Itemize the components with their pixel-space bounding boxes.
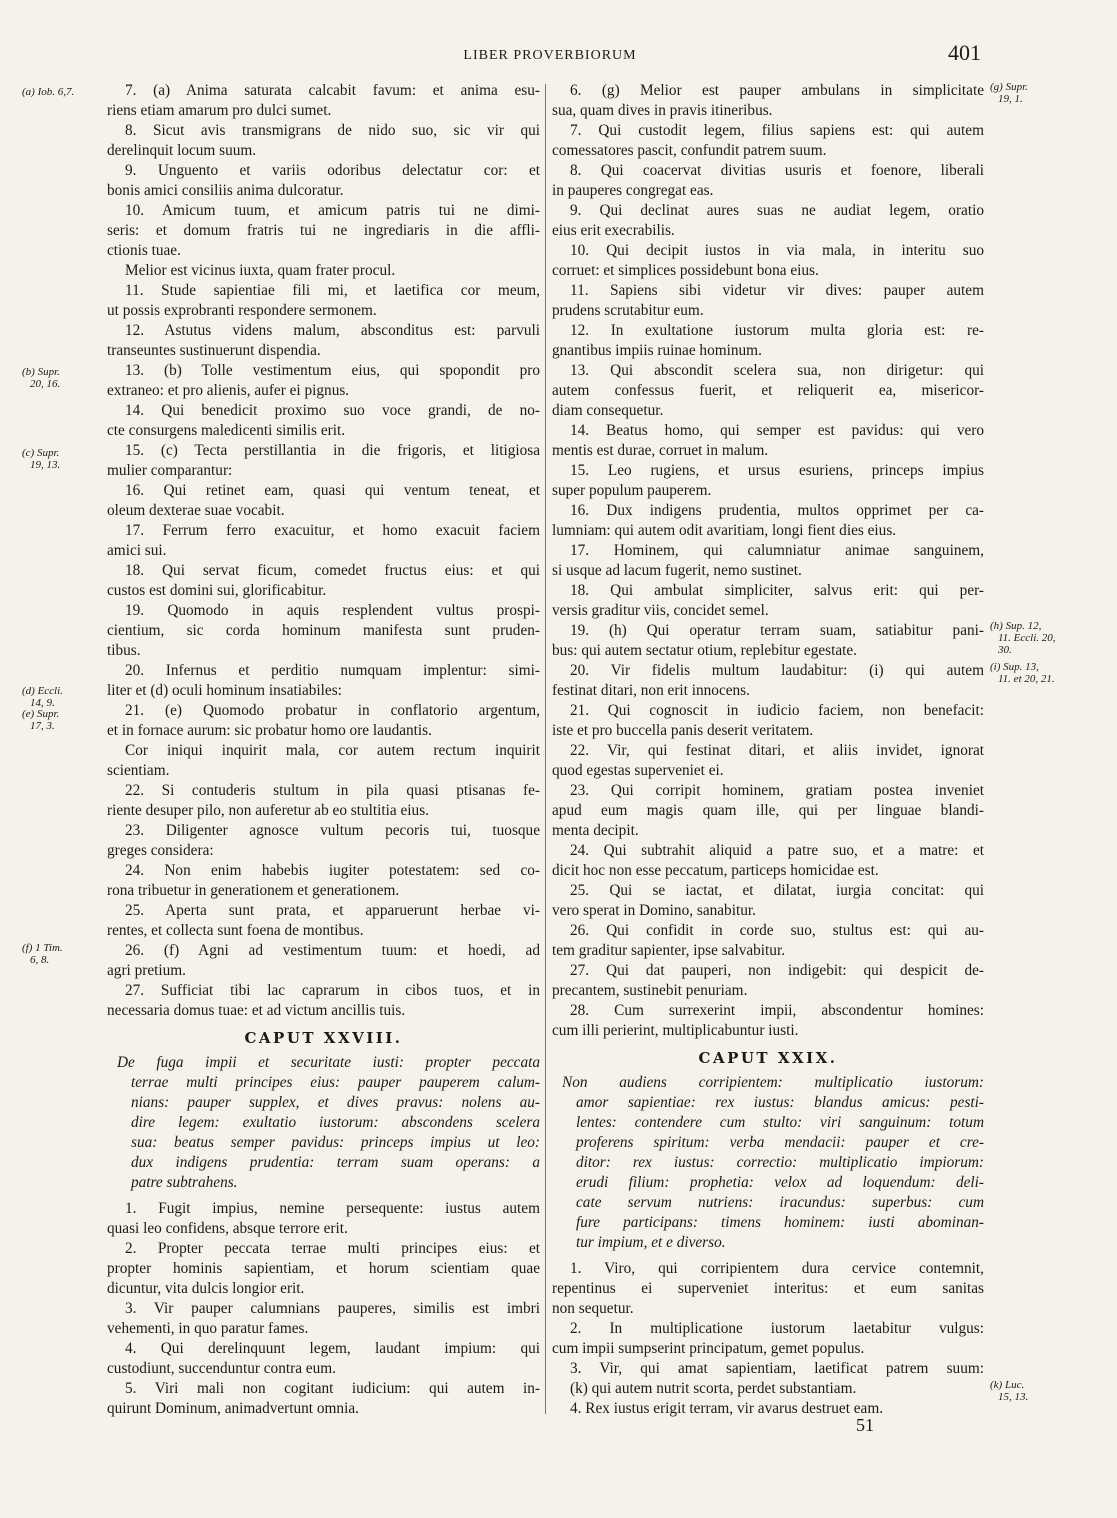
text-line: derelinquit locum suum.: [107, 142, 257, 159]
text-line: 23. Diligenter agnosce vultum pecoris tui, tuosque: [125, 822, 540, 839]
text-line: 10. Qui decipit iustos in via mala, in interitu suo: [570, 242, 984, 259]
text-line: 11. Sapiens sibi videtur vir dives: pauper autem: [570, 282, 984, 299]
summary-line: amor sapientiae: rex iustus: blandus amicus: pesti-: [576, 1094, 984, 1111]
text-line: sua, quam dives in pravis itineribus.: [552, 102, 773, 119]
summary-line: nians: pauper supplex, et dives pravus: nolens au-: [131, 1094, 540, 1111]
marginal-reference: [990, 620, 1056, 656]
text-line: tem graditur sapienter, ipse salvabitur.: [552, 942, 786, 959]
text-line: 9. Qui declinat aures suas ne audiat legem, oratio: [570, 202, 984, 219]
text-line: 15. (c) Tecta perstillantia in die frigoris, et litigiosa: [125, 442, 540, 459]
marginal-reference-line: (c) Supr.: [22, 447, 60, 459]
marginal-reference-line: (g) Supr.: [990, 81, 1028, 93]
text-line: quasi leo confidens, absque terrore erit.: [107, 1220, 348, 1237]
marginal-reference-line: (i) Sup. 13,: [990, 661, 1039, 673]
text-line: bonis amici consiliis anima dulcoratur.: [107, 182, 344, 199]
text-line: si usque ad lacum fugerit, nemo sustinet.: [552, 562, 802, 579]
text-line: 21. Qui cognoscit in iudicio faciem, non benefacit:: [570, 702, 984, 719]
text-line: 11. Stude sapientiae fili mi, et laetifica cor meum,: [125, 282, 540, 299]
text-line: 25. Aperta sunt prata, et apparuerunt herbae vi-: [125, 902, 540, 919]
text-line: 20. Vir fidelis multum laudabitur: (i) qui autem: [570, 662, 984, 679]
text-line: extraneo: et pro alienis, aufer ei pignus.: [107, 382, 350, 399]
text-line: 2. In multiplicatione iustorum laetabitur vulgus:: [570, 1320, 984, 1337]
text-line: 16. Dux indigens prudentia, multos opprimet per ca-: [570, 502, 984, 519]
marginal-reference: [22, 942, 63, 966]
marginal-reference: [22, 685, 63, 709]
text-line: Melior est vicinus iuxta, quam frater procul.: [125, 262, 396, 279]
text-line: cum illi perierint, multiplicabuntur iusti.: [552, 1022, 799, 1039]
page-number: 401: [948, 40, 981, 65]
text-line: autem confessus fuerit, et reliquerit ea, misericor-: [552, 382, 984, 399]
text-line: 3. Vir pauper calumnians pauperes, similis est imbri: [125, 1300, 540, 1317]
text-line: prudens scrutabitur eum.: [552, 302, 704, 319]
text-line: non sequetur.: [552, 1300, 634, 1317]
summary-line: De fuga impii et securitate iusti: propter peccata: [117, 1054, 540, 1071]
text-line: 6. (g) Melior est pauper ambulans in simplicitate: [570, 82, 984, 99]
marginal-reference-line: (a) Iob. 6,7.: [22, 86, 75, 98]
text-line: 26. (f) Agni ad vestimentum tuum: et hoedi, ad: [125, 942, 540, 959]
text-line: 19. (h) Qui operatur terram suam, satiabitur pani-: [570, 622, 984, 639]
summary-line: terrae multi principes eius: pauper pauperem calum-: [131, 1074, 540, 1091]
marginal-reference: [22, 708, 59, 732]
text-line: Cor iniqui inquirit mala, cor autem rectum inquirit: [125, 742, 540, 759]
marginal-reference: [990, 1379, 1028, 1403]
summary-line: erudi filium: prophetia: velox ad loquendum: deli-: [576, 1174, 984, 1191]
summary-line: Non audiens corripientem: multiplicatio iustorum:: [562, 1074, 984, 1091]
text-line: cum impii sumpserint principatum, gemet populus.: [552, 1340, 865, 1357]
caput-title-left: CAPUT XXVIII.: [244, 1029, 403, 1047]
text-line: 16. Qui retinet eam, quasi qui ventum teneat, et: [125, 482, 540, 499]
running-title: LIBER PROVERBIORUM: [463, 48, 637, 63]
text-line: apud eum magis quam ille, qui per linguae blandi-: [552, 802, 984, 819]
summary-line: patre subtrahens.: [131, 1174, 238, 1191]
chapter-summary-left: [107, 1053, 540, 1193]
text-line: vehementi, in quo paratur fames.: [107, 1320, 309, 1337]
text-line: 9. Unguento et variis odoribus delectatur cor: et: [125, 162, 540, 179]
text-line: 12. In exultatione iustorum multa gloria est: re-: [570, 322, 984, 339]
left-column: [107, 81, 540, 1419]
text-line: 23. Qui corripit hominem, gratiam postea inveniet: [570, 782, 984, 799]
text-line: cientium, sic corda hominum manifesta sunt pruden-: [107, 622, 540, 639]
text-line: 20. Infernus et perditio numquam implentur: simi-: [125, 662, 540, 679]
text-line: dicuntur, vita dulcis longior erit.: [107, 1280, 305, 1297]
marginal-reference-line: 17, 3.: [30, 720, 55, 732]
text-line: 27. Qui dat pauperi, non indigebit: qui despicit de-: [570, 962, 984, 979]
text-line: riens etiam amarum pro dulci sumet.: [107, 102, 332, 119]
marginal-reference: [22, 366, 60, 390]
text-line: custodiunt, succenduntur contra eum.: [107, 1360, 336, 1377]
text-line: 18. Qui servat ficum, comedet fructus eius: et qui: [125, 562, 540, 579]
text-line: 13. Qui abscondit scelera sua, non dirigetur: qui: [570, 362, 984, 379]
right-column: [552, 81, 984, 1419]
text-line: precantem, sustinebit penuriam.: [552, 982, 748, 999]
text-line: 17. Hominem, qui calumniatur animae sanguinem,: [570, 542, 984, 559]
text-line: 8. Sicut avis transmigrans de nido suo, sic vir qui: [125, 122, 540, 139]
text-line: corruet: et simplices possidebunt bona eius.: [552, 262, 819, 279]
text-line: vero sperat in Domino, sanabitur.: [552, 902, 756, 919]
marginal-reference-line: (d) Eccli.: [22, 685, 63, 697]
signature-mark: 51: [856, 1415, 874, 1435]
text-line: 1. Viro, qui corripientem dura cervice contemnit,: [570, 1260, 984, 1277]
marginal-reference-line: (e) Supr.: [22, 708, 60, 720]
text-line: menta decipit.: [552, 822, 639, 839]
text-line: 1. Fugit impius, nemine persequente: iustus autem: [125, 1200, 540, 1217]
text-line: 7. (a) Anima saturata calcabit favum: et anima esu-: [125, 82, 540, 99]
text-line: festinat ditari, non erit innocens.: [552, 682, 750, 699]
chapter-summary-right: [552, 1073, 984, 1253]
text-line: 17. Ferrum ferro exacuitur, et homo exacuit faciem: [125, 522, 540, 539]
text-line: 4. Qui derelinquunt legem, laudant impium: qui: [125, 1340, 540, 1357]
marginal-reference: [990, 81, 1028, 105]
text-line: 28. Cum surrexerint impii, abscondentur homines:: [570, 1002, 984, 1019]
text-line: scientiam.: [107, 762, 170, 779]
text-line: 19. Quomodo in aquis resplendent vultus prospi-: [125, 602, 540, 619]
text-line: dicit hoc non esse peccatum, particeps homicidae est.: [552, 862, 879, 879]
marginal-reference-line: 19, 1.: [998, 93, 1023, 105]
text-line: 15. Leo rugiens, et ursus esuriens, princeps impius: [570, 462, 984, 479]
text-line: transeuntes sustinuerunt dispendia.: [107, 342, 321, 359]
marginal-reference-line: (h) Sup. 12,: [990, 620, 1042, 632]
text-line: diam consequetur.: [552, 402, 664, 419]
marginal-reference-line: 30.: [998, 644, 1012, 656]
marginal-reference: [22, 447, 60, 471]
text-line: comessatores pascit, confundit patrem suum.: [552, 142, 827, 159]
text-line: in pauperes congregat eas.: [552, 182, 714, 199]
text-line: mulier comparantur:: [107, 462, 233, 479]
text-line: 24. Qui subtrahit aliquid a patre suo, et a matre: et: [570, 842, 984, 859]
text-line: (k) qui autem nutrit scorta, perdet substantiam.: [570, 1380, 857, 1397]
text-line: greges considera:: [107, 842, 214, 859]
marginal-reference-line: (k) Luc.: [990, 1379, 1025, 1391]
text-line: custos est domini sui, glorificabitur.: [107, 582, 327, 599]
text-line: 14. Qui benedicit proximo suo voce grandi, de no-: [125, 402, 540, 419]
text-line: quod egestas superveniet ei.: [552, 762, 724, 779]
text-line: super populum pauperem.: [552, 482, 712, 499]
text-line: 21. (e) Quomodo probatur in conflatorio argentum,: [125, 702, 540, 719]
text-line: lumniam: qui autem odit avaritiam, longi fient dies eius.: [552, 522, 897, 539]
text-line: oleum dexterae suae vocabit.: [107, 502, 285, 519]
summary-line: proferens spiritum: verba mendacii: pauper et cre-: [576, 1134, 984, 1151]
text-line: mentis est durae, corruet in malum.: [552, 442, 769, 459]
text-line: gnantibus impiis ruinae hominum.: [552, 342, 762, 359]
text-line: 26. Qui confidit in corde suo, stultus est: qui au-: [570, 922, 984, 939]
text-line: 14. Beatus homo, qui semper est pavidus: qui vero: [570, 422, 984, 439]
text-line: 13. (b) Tolle vestimentum eius, qui spopondit pro: [125, 362, 540, 379]
caput-title-right: CAPUT XXIX.: [698, 1049, 838, 1067]
summary-line: lentes: contendere cum stulto: viri sanguinum: totum: [576, 1114, 984, 1131]
text-line: cte consurgens maledicenti similis erit.: [107, 422, 346, 439]
text-line: repentinus ei superveniet interitus: et eum sanitas: [552, 1280, 984, 1297]
marginal-reference-line: 15, 13.: [998, 1391, 1029, 1403]
text-line: ut possis exprobranti respondere sermonem.: [107, 302, 377, 319]
marginal-reference-line: 11. et 20, 21.: [998, 673, 1055, 685]
marginal-reference-line: 11. Eccli. 20,: [998, 632, 1056, 644]
summary-line: tur impium, et e diverso.: [576, 1234, 726, 1251]
text-line: 25. Qui se iactat, et dilatat, iurgia concitat: qui: [570, 882, 984, 899]
text-line: rentes, et collecta sunt foena de montibus.: [107, 922, 364, 939]
text-line: 7. Qui custodit legem, filius sapiens est: qui autem: [570, 122, 984, 139]
text-line: 22. Si contuderis stultum in pila quasi ptisanas fe-: [125, 782, 540, 799]
text-line: iste et pro buccella panis deserit veritatem.: [552, 722, 814, 739]
text-line: 12. Astutus videns malum, absconditus est: parvuli: [125, 322, 540, 339]
column-divider: [545, 84, 546, 1414]
text-line: 24. Non enim habebis iugiter potestatem: sed co-: [125, 862, 540, 879]
text-line: propter hominis sapientiam, et horum scientiam quae: [107, 1260, 540, 1277]
text-line: ctionis tuae.: [107, 242, 181, 259]
text-line: 18. Qui ambulat simpliciter, salvus erit: qui per-: [570, 582, 984, 599]
summary-line: fure participans: timens hominem: iusti abominan-: [576, 1214, 984, 1231]
text-line: seris: et domum fratris tui ne ingrediaris in die affli-: [107, 222, 540, 239]
summary-line: dux indigens prudentia: terram suam operans: a: [131, 1154, 540, 1171]
text-line: et in fornace aurum: sic probatur homo ore laudantis.: [107, 722, 432, 739]
text-line: riente desuper pilo, non auferetur ab eo stultitia eius.: [107, 802, 429, 819]
text-line: necessaria domus tuae: et ad victum ancillis tuis.: [107, 1002, 406, 1019]
text-line: quirunt Dominum, animadvertunt omnia.: [107, 1400, 359, 1417]
summary-line: dire legem: exultatio iustorum: abscondens scelera: [131, 1114, 540, 1131]
text-line: 4. Rex iustus erigit terram, vir avarus destruet eam.: [570, 1400, 884, 1417]
marginal-reference-line: 14, 9.: [30, 697, 55, 709]
text-line: 5. Viri mali non cogitant iudicium: qui autem in-: [125, 1380, 540, 1397]
text-line: 22. Vir, qui festinat ditari, et aliis invidet, ignorat: [570, 742, 984, 759]
summary-line: sua: beatus semper pavidus: princeps impius ut leo:: [131, 1134, 540, 1151]
marginal-reference-line: 19, 13.: [30, 459, 61, 471]
text-line: amici sui.: [107, 542, 167, 559]
text-line: bus: qui autem sectatur otium, replebitur egestate.: [552, 642, 857, 659]
text-line: agri pretium.: [107, 962, 187, 979]
text-line: eius erit execrabilis.: [552, 222, 675, 239]
marginal-reference-line: 20, 16.: [30, 378, 61, 390]
text-line: liter et (d) oculi hominum insatiabiles:: [107, 682, 342, 699]
marginal-reference: [990, 661, 1055, 685]
marginal-reference: [22, 86, 74, 98]
text-line: versis graditur viis, concidet semel.: [552, 602, 769, 619]
text-line: rona tribuetur in generationem et generationem.: [107, 882, 400, 899]
summary-line: ditor: rex iustus: correctio: multiplicatio impiorum:: [576, 1154, 984, 1171]
text-line: tibus.: [107, 642, 141, 659]
summary-line: cate servum nutriens: iracundus: superbus: cum: [576, 1194, 984, 1211]
marginal-reference-line: 6, 8.: [30, 954, 50, 966]
text-line: 27. Sufficiat tibi lac caprarum in cibos tuos, et in: [125, 982, 540, 999]
text-line: 10. Amicum tuum, et amicum patris tui ne dimi-: [125, 202, 540, 219]
text-line: 3. Vir, qui amat sapientiam, laetificat patrem suum:: [570, 1360, 984, 1377]
marginal-reference-line: (f) 1 Tim.: [22, 942, 63, 954]
marginal-reference-line: (b) Supr.: [22, 366, 60, 378]
text-line: 8. Qui coacervat divitias usuris et foenore, liberali: [570, 162, 984, 179]
text-line: 2. Propter peccata terrae multi principes eius: et: [125, 1240, 540, 1257]
